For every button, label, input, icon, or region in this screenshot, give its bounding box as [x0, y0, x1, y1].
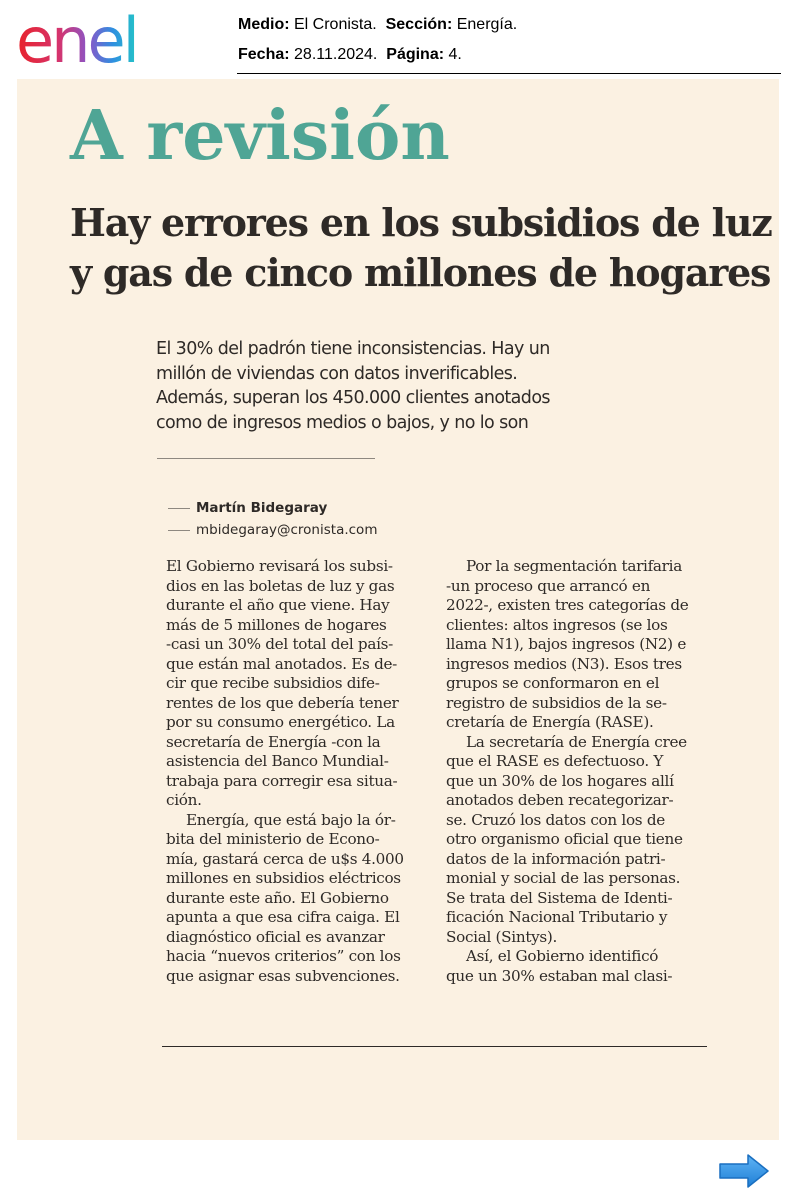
author-name: Martín Bidegaray [196, 500, 328, 516]
article-headline [70, 198, 770, 298]
right-arrow-icon[interactable] [718, 1152, 770, 1190]
body-text-line: llama N1), bajos ingresos (N2) e [446, 635, 687, 653]
logo-text: enel [16, 8, 137, 68]
body-text-line: cretaría de Energía (RASE). [446, 713, 654, 731]
body-text-line: Social (Sintys). [446, 927, 558, 946]
body-text-line: ingresos medios (N3). Esos tres [446, 654, 682, 673]
medio-label: Medio: [238, 16, 290, 33]
dek-line: como de ingresos medios o bajos, y no lo son [156, 412, 529, 433]
body-text-line: rentes de los que debería tener [166, 693, 399, 712]
body-text-line: hacia “nuevos criterios” con los [166, 947, 401, 965]
body-text-line: monial y social de las personas. [446, 869, 681, 887]
body-text-line: Se trata del Sistema de Identi- [446, 888, 673, 907]
body-text-line: se. Cruzó los datos con los de [446, 810, 665, 829]
body-text-line: que el RASE es defectuoso. Y [446, 752, 664, 770]
seccion-label: Sección: [385, 16, 453, 33]
body-text-line: cir que recibe subsidios dife- [166, 674, 380, 692]
header-divider [237, 73, 781, 74]
body-text-line: registro de subsidios de la se- [446, 693, 667, 712]
body-text-line: dios en las boletas de luz y gas [166, 576, 395, 595]
body-text-line: ción. [166, 791, 202, 809]
fecha-value: 28.11.2024. [294, 46, 378, 63]
body-text-line: ficación Nacional Tributario y [446, 908, 668, 926]
body-text-line: clientes: altos ingresos (se los [446, 615, 668, 634]
article-column-left [166, 557, 422, 986]
page-header [0, 0, 800, 76]
dek-line: El 30% del padrón tiene inconsistencias. Hay un [156, 339, 550, 359]
body-text-line: durante el año que viene. Hay [166, 596, 390, 614]
body-text-line: secretaría de Energía -con la [166, 732, 381, 751]
medio-value: El Cronista. [294, 16, 377, 33]
body-text-line: El Gobierno revisará los subsi- [166, 557, 393, 575]
body-text-line: mía, gastará cerca de u$s 4.000 [166, 849, 404, 868]
body-text-line: que un 30% estaban mal clasi- [446, 966, 673, 985]
byline-dash [168, 530, 190, 531]
pagina-value: 4. [448, 46, 462, 63]
body-text-line: que asignar esas subvenciones. [166, 966, 400, 985]
body-text-line: Por la segmentación tarifaria [466, 557, 682, 575]
body-text-line: más de 5 millones de hogares [166, 615, 387, 634]
author-email: mbidegaray@cronista.com [196, 522, 378, 538]
enel-logo [14, 8, 174, 68]
body-text-line: Así, el Gobierno identificó [466, 947, 659, 965]
body-text-line: apunta a que esa cifra caiga. El [166, 908, 400, 926]
body-text-line: datos de la información patri- [446, 849, 666, 868]
body-text-line: que un 30% de los hogares allí [446, 771, 674, 790]
body-text-line: -un proceso que arrancó en [446, 576, 651, 595]
body-text-line: bita del ministerio de Econo- [166, 830, 380, 848]
body-text-line: diagnóstico oficial es avanzar [166, 927, 385, 946]
body-text-line: -casi un 30% del total del país- [166, 635, 393, 653]
headline-line: y gas de cinco millones de hogares [70, 250, 771, 295]
dek-line: millón de viviendas con datos inverificables. [156, 363, 518, 384]
body-text-line: La secretaría de Energía cree [466, 732, 687, 751]
headline-line: Hay errores en los subsidios de luz [70, 200, 772, 245]
body-text-line: 2022-, existen tres categorías de [446, 596, 689, 614]
body-text-line: millones en subsidios eléctricos [166, 869, 401, 887]
body-text-line: que están mal anotados. Es de- [166, 654, 398, 673]
body-text-line: anotados deben recategorizar- [446, 791, 674, 809]
body-text-line: asistencia del Banco Mundial- [166, 752, 389, 770]
article-kicker: A revisión [70, 96, 450, 176]
byline-dash [168, 508, 190, 509]
body-text-line: por su consumo energético. La [166, 713, 395, 731]
body-text-line: durante este año. El Gobierno [166, 888, 389, 907]
body-text-line: trabaja para corregir esa situa- [166, 771, 398, 790]
meta-row-1 [238, 10, 517, 40]
fecha-label: Fecha: [238, 46, 290, 63]
pagina-label: Página: [386, 46, 445, 63]
seccion-value: Energía. [456, 16, 518, 33]
byline [168, 497, 377, 541]
article-subheadline [156, 337, 596, 435]
press-metadata [238, 10, 517, 70]
body-text-line: otro organismo oficial que tiene [446, 830, 683, 848]
article-end-rule [162, 1046, 707, 1047]
dek-divider [157, 458, 375, 459]
dek-line: Además, superan los 450.000 clientes anotados [156, 388, 550, 408]
body-text-line: Energía, que está bajo la ór- [186, 810, 396, 829]
article-column-right [446, 557, 700, 986]
meta-row-2 [238, 40, 517, 70]
body-text-line: grupos se conformaron en el [446, 674, 660, 692]
